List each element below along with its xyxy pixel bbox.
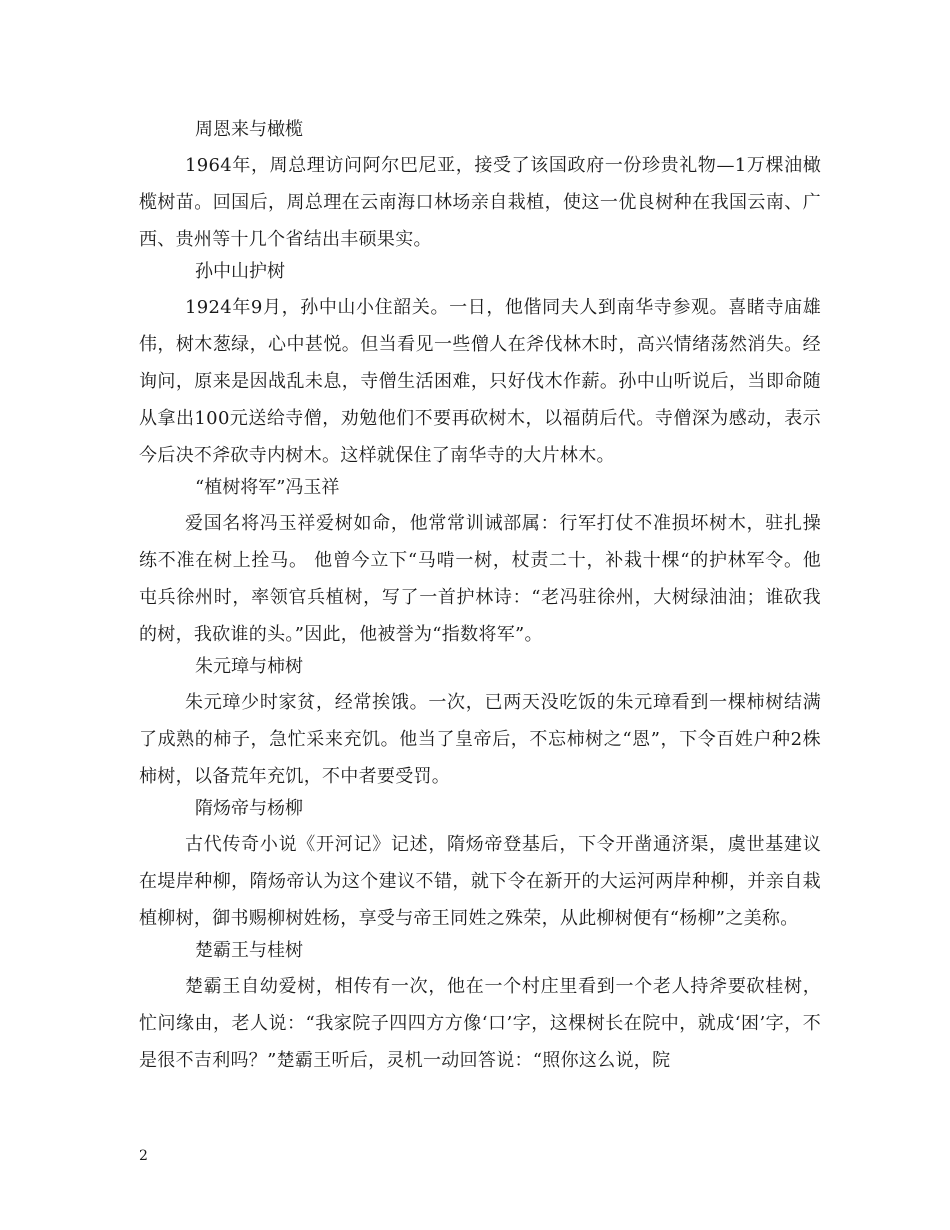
section-title: “植树将军”冯玉祥 <box>195 477 340 498</box>
page-number: 2 <box>139 1148 148 1164</box>
section-paragraph: 朱元璋少时家贫，经常挨饿。一次，已两天没吃饭的朱元璋看到一棵柿树结满了成熟的柿子，急忙采来充饥。他当了皇帝后，不忘柿树之“恩”，下令百姓户种2株柿树，以备荒年充饥，不中者要受罚。 <box>139 692 821 787</box>
section-paragraph: 楚霸王自幼爱树，相传有一次，他在一个村庄里看到一个老人持斧要砍桂树，忙问缘由，老人说：“我家院子四四方方像‘口’字，这棵树长在院中，就成‘困’字，不是很不吉利吗？”楚霸王听后，灵机一动回答说：“照你这么说，院 <box>139 976 821 1071</box>
section-title: 孙中山护树 <box>195 261 285 282</box>
section-title: 周恩来与橄榄 <box>195 119 303 140</box>
section-paragraph: 古代传奇小说《开河记》记述，隋炀帝登基后，下令开凿通济渠，虞世基建议在堤岸种柳，隋炀帝认为这个建议不错，就下令在新开的大运河两岸种柳，并亲自栽植柳树，御书赐柳树姓杨，享受与帝王同姓之殊荣，从此柳树便有“杨柳”之美称。 <box>139 834 821 929</box>
section-paragraph: 1924年9月，孙中山小住韶关。一日，他偕同夫人到南华寺参观。喜睹寺庙雄伟，树木葱绿，心中甚悦。但当看见一些僧人在斧伐林木时，高兴情绪荡然消失。经询问，原来是因战乱未息，寺僧生活困难，只好伐木作薪。孙中山听说后，当即命随从拿出100元送给寺僧，劝勉他们不要再砍树木，以福荫后代。寺僧深为感动，表示今后决不斧砍寺内树木。这样就保住了南华寺的大片林木。 <box>139 297 821 466</box>
document-body <box>139 113 821 1076</box>
section-title: 隋炀帝与杨柳 <box>195 798 303 819</box>
section-paragraph: 1964年，周总理访问阿尔巴尼亚，接受了该国政府一份珍贵礼物—1万棵油橄榄树苗。回国后，周总理在云南海口林场亲自栽植，使这一优良树种在我国云南、广西、贵州等十几个省结出丰硕果实。 <box>139 155 821 250</box>
section-title: 楚霸王与桂树 <box>195 940 303 961</box>
section-title: 朱元璋与柿树 <box>195 656 303 677</box>
section-paragraph: 爱国名将冯玉祥爱树如命，他常常训诫部属：行军打仗不准损坏树木，驻扎操练不准在树上拴马。 他曾今立下“马啃一树，杖责二十，补栽十棵“的护林军令。他屯兵徐州时，率领官兵植树，写了一首护林诗：“老冯驻徐州，大树绿油油；谁砍我的树，我砍谁的头。”因此，他被誉为“指数将军”。 <box>139 513 821 645</box>
